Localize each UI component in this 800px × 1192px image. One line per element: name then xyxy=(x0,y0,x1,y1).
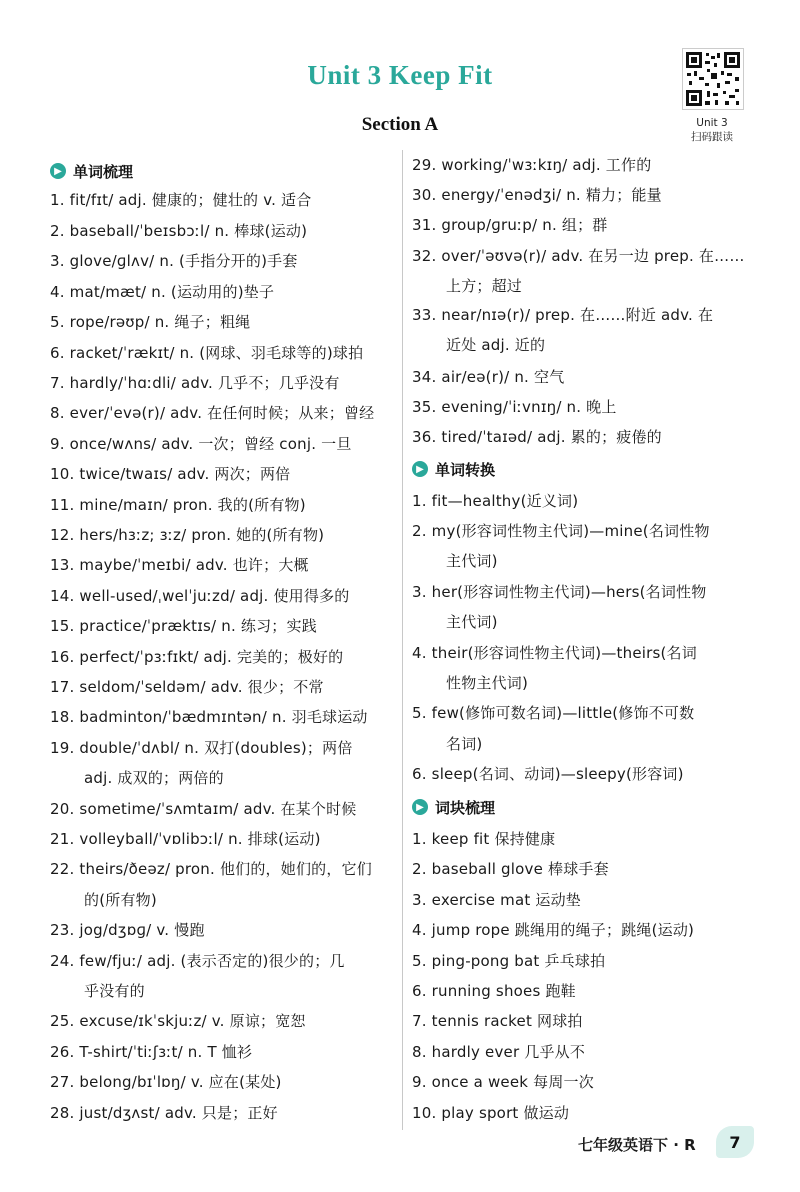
list-item: 13. maybe/ˈmeɪbi/ adv. 也许；大概 xyxy=(50,556,309,574)
list-item: 25. excuse/ɪkˈskjuːz/ v. 原谅；宽恕 xyxy=(50,1012,306,1030)
arrow-right-icon: ▶ xyxy=(50,163,66,179)
list-item: 5. ping-pong bat 乒乓球拍 xyxy=(412,952,606,970)
unit-title: Unit 3 Keep Fit xyxy=(307,60,493,90)
list-item: 7. hardly/ˈhɑːdli/ adv. 几乎不；几乎没有 xyxy=(50,374,340,392)
list-item: 32. over/ˈəʊvə(r)/ adv. 在另一边 prep. 在…… xyxy=(412,247,745,265)
list-item: 24. few/fjuː/ adj. (表示否定的)很少的；几 xyxy=(50,952,345,970)
list-item: 5. few(修饰可数名词)—little(修饰不可数 xyxy=(412,704,695,722)
list-item: 4. their(形容词性物主代词)—theirs(名词 xyxy=(412,644,697,662)
list-item: 22. theirs/ðeəz/ pron. 他们的，她们的，它们 xyxy=(50,860,372,878)
list-item: 2. my(形容词性物主代词)—mine(名词性物 xyxy=(412,522,710,540)
list-item: 1. fit—healthy(近义词) xyxy=(412,492,579,510)
list-item-continued: 乎没有的 xyxy=(84,982,145,1000)
list-item: 3. her(形容词性物主代词)—hers(名词性物 xyxy=(412,583,707,601)
list-item-continued: 性物主代词) xyxy=(446,674,529,692)
section-header-words xyxy=(50,160,133,182)
list-item: 35. evening/ˈiːvnɪŋ/ n. 晚上 xyxy=(412,398,617,416)
list-item: 23. jog/dʒɒɡ/ v. 慢跑 xyxy=(50,921,205,939)
list-item: 27. belong/bɪˈlɒŋ/ v. 应在(某处) xyxy=(50,1073,282,1091)
qr-caption-unit: Unit 3 xyxy=(696,117,728,129)
section-header-chunks xyxy=(412,796,495,818)
list-item: 15. practice/ˈpræktɪs/ n. 练习；实践 xyxy=(50,617,317,635)
section-header-conversion-label: 单词转换 xyxy=(435,460,496,479)
list-item: 7. tennis racket 网球拍 xyxy=(412,1012,583,1030)
list-item: 14. well-used/ˌwelˈjuːzd/ adj. 使用得多的 xyxy=(50,587,350,605)
list-item-continued: adj. 成双的；两倍的 xyxy=(84,769,224,787)
list-item-continued: 名词) xyxy=(446,735,483,753)
list-item: 6. sleep(名词、动词)—sleepy(形容词) xyxy=(412,765,684,783)
list-item: 30. energy/ˈenədʒi/ n. 精力；能量 xyxy=(412,186,662,204)
list-item-continued: 的(所有物) xyxy=(84,891,157,909)
qr-caption xyxy=(660,116,764,144)
list-item: 9. once a week 每周一次 xyxy=(412,1073,594,1091)
list-item-continued: 主代词) xyxy=(446,552,498,570)
section-header-chunks-label: 词块梳理 xyxy=(435,798,496,817)
list-item: 12. hers/hɜːz; ɜːz/ pron. 她的(所有物) xyxy=(50,526,325,544)
list-item-continued: 上方；超过 xyxy=(446,277,523,295)
list-item: 4. jump rope 跳绳用的绳子；跳绳(运动) xyxy=(412,921,695,939)
list-item: 29. working/ˈwɜːkɪŋ/ adj. 工作的 xyxy=(412,156,652,174)
list-item-continued: 主代词) xyxy=(446,613,498,631)
arrow-right-icon: ▶ xyxy=(412,799,428,815)
list-item: 2. baseball glove 棒球手套 xyxy=(412,860,609,878)
list-item: 11. mine/maɪn/ pron. 我的(所有物) xyxy=(50,496,306,514)
page-number: 7 xyxy=(716,1126,754,1158)
list-item: 3. glove/ɡlʌv/ n. (手指分开的)手套 xyxy=(50,252,298,270)
list-item: 10. twice/twaɪs/ adv. 两次；两倍 xyxy=(50,465,291,483)
section-header-conversion xyxy=(412,458,495,480)
list-item: 17. seldom/ˈseldəm/ adv. 很少；不常 xyxy=(50,678,324,696)
list-item: 10. play sport 做运动 xyxy=(412,1104,570,1122)
list-item: 36. tired/ˈtaɪəd/ adj. 累的；疲倦的 xyxy=(412,428,662,446)
list-item: 9. once/wʌns/ adv. 一次；曾经 conj. 一旦 xyxy=(50,435,352,453)
section-title: Section A xyxy=(361,114,439,135)
list-item: 1. fit/fɪt/ adj. 健康的；健壮的 v. 适合 xyxy=(50,191,312,209)
list-item: 8. ever/ˈevə(r)/ adv. 在任何时候；从来；曾经 xyxy=(50,404,375,422)
qr-caption-scan: 扫码跟读 xyxy=(691,131,733,143)
list-item: 20. sometime/ˈsʌmtaɪm/ adv. 在某个时候 xyxy=(50,800,357,818)
list-item: 33. near/nɪə(r)/ prep. 在……附近 adv. 在 xyxy=(412,306,714,324)
list-item: 1. keep fit 保持健康 xyxy=(412,830,556,848)
list-item: 26. T-shirt/ˈtiːʃɜːt/ n. T 恤衫 xyxy=(50,1043,253,1061)
list-item: 6. racket/ˈrækɪt/ n. (网球、羽毛球等的)球拍 xyxy=(50,344,364,362)
list-item: 19. double/ˈdʌbl/ n. 双打(doubles)；两倍 xyxy=(50,739,353,757)
arrow-right-icon: ▶ xyxy=(412,461,428,477)
book-label: 七年级英语下 · R xyxy=(578,1136,696,1154)
list-item: 34. air/eə(r)/ n. 空气 xyxy=(412,368,565,386)
list-item: 3. exercise mat 运动垫 xyxy=(412,891,582,909)
list-item: 8. hardly ever 几乎从不 xyxy=(412,1043,586,1061)
list-item: 21. volleyball/ˈvɒlibɔːl/ n. 排球(运动) xyxy=(50,830,321,848)
list-item: 28. just/dʒʌst/ adv. 只是；正好 xyxy=(50,1104,278,1122)
column-divider xyxy=(402,150,403,1130)
list-item: 6. running shoes 跑鞋 xyxy=(412,982,576,1000)
list-item: 31. group/ɡruːp/ n. 组；群 xyxy=(412,216,608,234)
list-item: 2. baseball/ˈbeɪsbɔːl/ n. 棒球(运动) xyxy=(50,222,308,240)
qr-code-icon[interactable] xyxy=(682,48,744,110)
list-item: 4. mat/mæt/ n. (运动用的)垫子 xyxy=(50,283,275,301)
list-item: 18. badminton/ˈbædmɪntən/ n. 羽毛球运动 xyxy=(50,708,368,726)
list-item-continued: 近处 adj. 近的 xyxy=(446,336,546,354)
section-header-words-label: 单词梳理 xyxy=(73,162,134,181)
list-item: 5. rope/rəʊp/ n. 绳子；粗绳 xyxy=(50,313,251,331)
list-item: 16. perfect/ˈpɜːfɪkt/ adj. 完美的；极好的 xyxy=(50,648,344,666)
